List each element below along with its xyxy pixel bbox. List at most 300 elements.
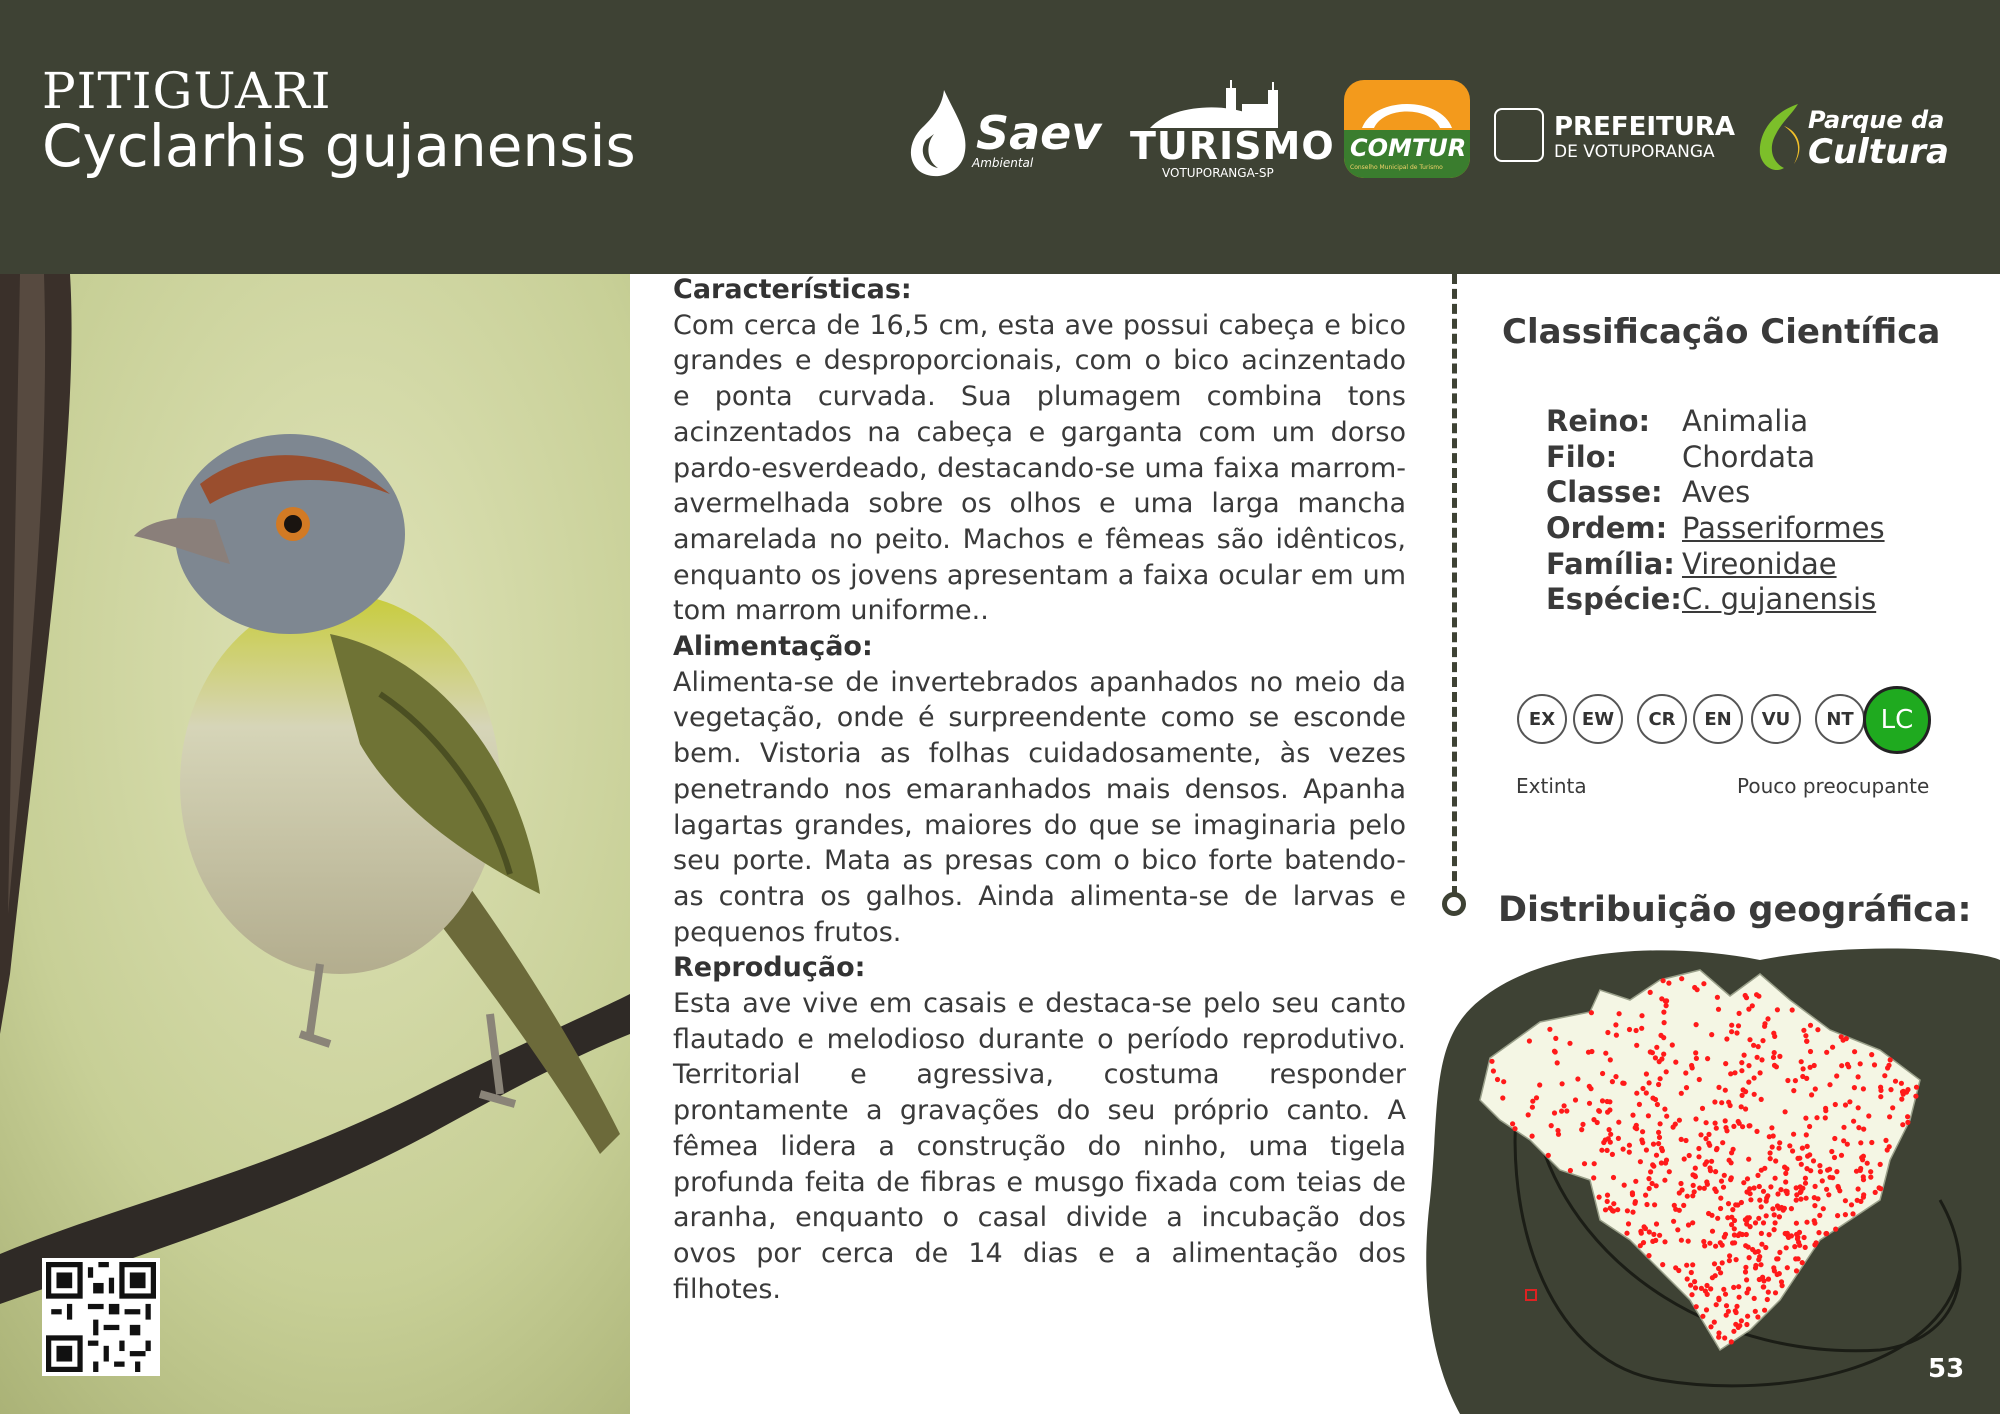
occurrence-dot — [1759, 1057, 1764, 1062]
classification-title: Classificação Científica — [1502, 312, 1941, 352]
occurrence-dot — [1712, 1261, 1717, 1266]
occurrence-dot — [1801, 1028, 1806, 1033]
occurrence-dot — [1610, 1208, 1615, 1213]
status-lc-active: LC — [1863, 686, 1931, 754]
occurrence-dot — [1793, 1078, 1798, 1083]
occurrence-dot — [1756, 1216, 1761, 1221]
occurrence-dot — [1805, 1144, 1810, 1149]
occurrence-dot — [1742, 1053, 1747, 1058]
occurrence-dot — [1815, 1027, 1820, 1032]
occurrence-dot — [1783, 1171, 1788, 1176]
turismo-sub: VOTUPORANGA-SP — [1162, 166, 1274, 180]
occurrence-dot — [1689, 1270, 1694, 1275]
occurrence-dot — [1729, 1222, 1734, 1227]
reproduction-heading: Reprodução: — [673, 952, 866, 984]
occurrence-dot — [1797, 1243, 1802, 1248]
occurrence-dot — [1685, 1194, 1690, 1199]
occurrence-dot — [1861, 1086, 1866, 1091]
occurrence-dot — [1684, 1085, 1689, 1090]
occurrence-dot — [1783, 1231, 1788, 1236]
occurrence-dot — [1757, 1198, 1762, 1203]
occurrence-dot — [1617, 1011, 1622, 1016]
saev-sub: Ambiental — [972, 156, 1034, 170]
occurrence-dot — [1692, 1279, 1697, 1284]
occurrence-dot — [1827, 1082, 1832, 1087]
occurrence-dot — [1733, 1322, 1738, 1327]
occurrence-dot — [1630, 1113, 1635, 1118]
occurrence-dot — [1625, 1208, 1630, 1213]
occurrence-dot — [1690, 1220, 1695, 1225]
occurrence-dot — [1709, 1159, 1714, 1164]
water-drop-icon — [904, 86, 974, 182]
occurrence-dot — [1764, 1195, 1769, 1200]
occurrence-dot — [1666, 981, 1671, 986]
occurrence-dot — [1824, 1187, 1829, 1192]
occurrence-dot — [1830, 1045, 1835, 1050]
occurrence-dot — [1868, 1169, 1873, 1174]
occurrence-dot — [1887, 1114, 1892, 1119]
occurrence-dot — [1552, 1110, 1557, 1115]
occurrence-dot — [1705, 1056, 1710, 1061]
occurrence-dot — [1759, 1231, 1764, 1236]
occurrence-dot — [1751, 1043, 1756, 1048]
occurrence-dot — [1596, 1108, 1601, 1113]
occurrence-dot — [1847, 1099, 1852, 1104]
occurrence-dot — [1720, 1260, 1725, 1265]
occurrence-dot — [1850, 1211, 1855, 1216]
occurrence-dot — [1829, 1149, 1834, 1154]
occurrence-dot — [1752, 1075, 1757, 1080]
family-link[interactable]: Vireonidae — [1682, 546, 1837, 581]
occurrence-dot — [1785, 1265, 1790, 1270]
characteristics-text: Com cerca de 16,5 cm, esta ave possui cabeça e bico grandes e desproporcionais, com o bico acinzentado e ponta curvada. Sua plumagem combina tons acinzentados na cabeça e garganta com um dorso pardo-esverdeado, destacando-se uma faixa marrom-avermelhada sobre os olhos e uma larga mancha amarelada no peito. Machos e fêmeas são idênticos, enquanto os jovens apresentam a faixa ocular em um tom marrom uniforme.. — [673, 309, 1406, 627]
occurrence-dot — [1770, 1206, 1775, 1211]
occurrence-dot — [1611, 1201, 1616, 1206]
occurrence-dot — [1658, 1076, 1663, 1081]
feeding-heading: Alimentação: — [673, 631, 873, 663]
occurrence-dot — [1770, 1144, 1775, 1149]
occurrence-dot — [1650, 1181, 1655, 1186]
occurrence-dot — [1718, 1206, 1723, 1211]
occurrence-dot — [1627, 1150, 1632, 1155]
occurrence-dot — [1648, 1169, 1653, 1174]
occurrence-dot — [1689, 1292, 1694, 1297]
occurrence-dot — [1675, 1227, 1680, 1232]
occurrence-dot — [1851, 1119, 1856, 1124]
classification-key: Reino: — [1546, 404, 1651, 438]
occurrence-dot — [1784, 1166, 1789, 1171]
occurrence-dot — [1622, 1183, 1627, 1188]
occurrence-dot — [1869, 1140, 1874, 1145]
occurrence-dot — [1693, 1116, 1698, 1121]
occurrence-dot — [1679, 976, 1684, 981]
occurrence-dot — [1661, 1010, 1666, 1015]
occurrence-dot — [1739, 1318, 1744, 1323]
occurrence-dot — [1771, 1055, 1776, 1060]
occurrence-dot — [1627, 1027, 1632, 1032]
occurrence-dot — [1694, 1056, 1699, 1061]
status-label-left: Extinta — [1516, 774, 1587, 798]
order-link[interactable]: Passeriformes — [1682, 511, 1885, 546]
occurrence-dot — [1634, 1091, 1639, 1096]
occurrence-dot — [1714, 1126, 1719, 1131]
classification-value: Animalia — [1682, 404, 1809, 438]
occurrence-dot — [1743, 1269, 1748, 1274]
occurrence-dot — [1756, 1044, 1761, 1049]
occurrence-dot — [1678, 1181, 1683, 1186]
occurrence-dot — [1752, 1296, 1757, 1301]
occurrence-dot — [1753, 1263, 1758, 1268]
occurrence-dot — [1779, 1205, 1784, 1210]
occurrence-dot — [1804, 1132, 1809, 1137]
occurrence-dot — [1760, 1038, 1765, 1043]
occurrence-dot — [1591, 1175, 1596, 1180]
occurrence-dot — [1687, 1153, 1692, 1158]
occurrence-dot — [1587, 1084, 1592, 1089]
occurrence-dot — [1737, 1011, 1742, 1016]
occurrence-dot — [1592, 1161, 1597, 1166]
occurrence-dot — [1608, 1132, 1613, 1137]
occurrence-dot — [1757, 1277, 1762, 1282]
occurrence-dot — [1605, 1193, 1610, 1198]
occurrence-dot — [1779, 1279, 1784, 1284]
occurrence-dot — [1560, 1081, 1565, 1086]
occurrence-dot — [1644, 1071, 1649, 1076]
occurrence-dot — [1660, 1148, 1665, 1153]
occurrence-dot — [1743, 993, 1748, 998]
occurrence-dot — [1495, 1077, 1500, 1082]
occurrence-dot — [1746, 1245, 1751, 1250]
occurrence-dot — [1722, 1335, 1727, 1340]
saev-logo — [904, 86, 1104, 176]
occurrence-dot — [1605, 1199, 1610, 1204]
occurrence-dot — [1724, 1313, 1729, 1318]
occurrence-dot — [1752, 1092, 1757, 1097]
occurrence-dot — [1552, 1049, 1557, 1054]
occurrence-dot — [1865, 1161, 1870, 1166]
occurrence-dot — [1729, 1175, 1734, 1180]
classification-value: Aves — [1682, 475, 1751, 510]
occurrence-dot — [1803, 1033, 1808, 1038]
occurrence-dot — [1843, 1212, 1848, 1217]
occurrence-dot — [1804, 1166, 1809, 1171]
occurrence-dot — [1710, 1229, 1715, 1234]
occurrence-dot — [1774, 1064, 1779, 1069]
occurrence-dot — [1648, 1049, 1653, 1054]
occurrence-dot — [1632, 1201, 1637, 1206]
status-vu: VU — [1751, 694, 1801, 744]
occurrence-dot — [1882, 1073, 1887, 1078]
occurrence-dot — [1737, 1295, 1742, 1300]
occurrence-dot — [1856, 1125, 1861, 1130]
page-number: 53 — [1928, 1354, 1965, 1384]
occurrence-dot — [1812, 1218, 1817, 1223]
occurrence-dot — [1821, 1206, 1826, 1211]
occurrence-dot — [1595, 1120, 1600, 1125]
occurrence-dot — [1739, 1104, 1744, 1109]
occurrence-dot — [1667, 1169, 1672, 1174]
prefeitura-name: PREFEITURA — [1554, 112, 1736, 142]
occurrence-dot — [1704, 1120, 1709, 1125]
occurrence-dot — [1799, 1059, 1804, 1064]
occurrence-dot — [1707, 1241, 1712, 1246]
occurrence-dot — [1527, 1038, 1532, 1043]
occurrence-dot — [1704, 1307, 1709, 1312]
occurrence-dot — [1885, 1065, 1890, 1070]
occurrence-dot — [1537, 1082, 1542, 1087]
occurrence-dot — [1783, 1109, 1788, 1114]
occurrence-dot — [1553, 1036, 1558, 1041]
occurrence-dot — [1834, 1073, 1839, 1078]
occurrence-dot — [1778, 1187, 1783, 1192]
occurrence-dot — [1698, 1132, 1703, 1137]
occurrence-dot — [1858, 1140, 1863, 1145]
section-divider — [1452, 274, 1457, 896]
occurrence-dot — [1762, 1021, 1767, 1026]
occurrence-dot — [1694, 1022, 1699, 1027]
turismo-name: TURISMO — [1130, 124, 1335, 168]
occurrence-dot — [1701, 981, 1706, 986]
occurrence-dot — [1852, 1085, 1857, 1090]
occurrence-dot — [1664, 1069, 1669, 1074]
occurrence-dot — [1743, 1106, 1748, 1111]
prefeitura-logo — [1494, 108, 1734, 164]
occurrence-dot — [1746, 1063, 1751, 1068]
occurrence-dot — [1767, 1232, 1772, 1237]
occurrence-dot — [1555, 1060, 1560, 1065]
occurrence-dot — [1659, 996, 1664, 1001]
occurrence-dot — [1759, 1204, 1764, 1209]
reproduction-text: Esta ave vive em casais e destaca-se pelo seu canto flautado e melodioso durante o período reprodutivo. Territorial e agressiva, costuma responder prontamente a gravações do seu próprio canto. A fêmea lidera a construção do ninho, uma tigela profunda feita de fibras e musgo fixada com teias de aranha, enquanto o casal divide a incubação dos ovos por cerca de 14 dias e a alimentação dos filhotes. — [673, 988, 1406, 1305]
occurrence-dot — [1660, 1262, 1665, 1267]
occurrence-dot — [1677, 1208, 1682, 1213]
occurrence-dot — [1761, 1220, 1766, 1225]
occurrence-dot — [1803, 1245, 1808, 1250]
occurrence-dot — [1679, 1137, 1684, 1142]
occurrence-dot — [1699, 1286, 1704, 1291]
occurrence-dot — [1607, 1127, 1612, 1132]
occurrence-dot — [1762, 1308, 1767, 1313]
occurrence-dot — [1803, 1181, 1808, 1186]
occurrence-dot — [1741, 1087, 1746, 1092]
occurrence-dot — [1720, 1140, 1725, 1145]
classification-row — [1546, 440, 1885, 476]
occurrence-dot — [1839, 1153, 1844, 1158]
occurrence-dot — [1688, 1283, 1693, 1288]
occurrence-dot — [1812, 1063, 1817, 1068]
occurrence-dot — [1745, 1314, 1750, 1319]
occurrence-dot — [1677, 1118, 1682, 1123]
occurrence-dot — [1562, 1103, 1567, 1108]
occurrence-dot — [1651, 1142, 1656, 1147]
occurrence-dot — [1771, 1133, 1776, 1138]
occurrence-dot — [1758, 1070, 1763, 1075]
occurrence-dot — [1739, 1068, 1744, 1073]
occurrence-dot — [1775, 1007, 1780, 1012]
occurrence-dot — [1723, 1061, 1728, 1066]
occurrence-dot — [1794, 1185, 1799, 1190]
occurrence-dot — [1727, 1253, 1732, 1258]
occurrence-dot — [1746, 1157, 1751, 1162]
occurrence-dot — [1803, 1176, 1808, 1181]
occurrence-dot — [1773, 1158, 1778, 1163]
occurrence-dot — [1833, 1227, 1838, 1232]
occurrence-dot — [1564, 1108, 1569, 1113]
occurrence-dot — [1682, 1156, 1687, 1161]
species-link[interactable]: C. gujanensis — [1682, 582, 1877, 617]
occurrence-dot — [1700, 1314, 1705, 1319]
occurrence-dot — [1721, 1185, 1726, 1190]
occurrence-dot — [1728, 1103, 1733, 1108]
occurrence-dot — [1812, 1242, 1817, 1247]
status-nt: NT — [1815, 694, 1865, 744]
occurrence-dot — [1733, 1202, 1738, 1207]
occurrence-dot — [1808, 1049, 1813, 1054]
occurrence-dot — [1772, 1212, 1777, 1217]
occurrence-dot — [1640, 1086, 1645, 1091]
occurrence-dot — [1813, 1086, 1818, 1091]
occurrence-dot — [1861, 1174, 1866, 1179]
occurrence-dot — [1899, 1097, 1904, 1102]
qr-code-icon[interactable] — [42, 1258, 160, 1376]
city-seal-icon — [1494, 108, 1544, 162]
occurrence-dot — [1727, 1258, 1732, 1263]
occurrence-dot — [1812, 1195, 1817, 1200]
occurrence-dot — [1753, 1220, 1758, 1225]
occurrence-dot — [1679, 1238, 1684, 1243]
occurrence-dot — [1885, 1147, 1890, 1152]
occurrence-dot — [1654, 1221, 1659, 1226]
occurrence-dot — [1740, 1124, 1745, 1129]
occurrence-dot — [1726, 1201, 1731, 1206]
occurrence-dot — [1582, 1161, 1587, 1166]
occurrence-dot — [1716, 1297, 1721, 1302]
occurrence-dot — [1861, 1195, 1866, 1200]
occurrence-dot — [1613, 1022, 1618, 1027]
occurrence-dot — [1813, 1184, 1818, 1189]
occurrence-dot — [1732, 1070, 1737, 1075]
occurrence-dot — [1761, 1278, 1766, 1283]
occurrence-dot — [1713, 1273, 1718, 1278]
occurrence-dot — [1734, 1030, 1739, 1035]
occurrence-dot — [1754, 992, 1759, 997]
occurrence-dot — [1647, 1229, 1652, 1234]
occurrence-dot — [1640, 1129, 1645, 1134]
status-label-right: Pouco preocupante — [1737, 774, 1930, 798]
occurrence-dot — [1791, 1132, 1796, 1137]
occurrence-dot — [1753, 1309, 1758, 1314]
occurrence-dot — [1658, 1033, 1663, 1038]
occurrence-dot — [1662, 1239, 1667, 1244]
occurrence-dot — [1718, 1240, 1723, 1245]
occurrence-dot — [1741, 1180, 1746, 1185]
occurrence-dot — [1890, 1105, 1895, 1110]
occurrence-dot — [1799, 1162, 1804, 1167]
occurrence-dot — [1905, 1120, 1910, 1125]
occurrence-dot — [1729, 1029, 1734, 1034]
feeding-text: Alimenta-se de invertebrados apanhados no meio da vegetação, onde é surpreendente como se esconde bem. Vistoria as folhas cuidadosamente, às vezes penetrando nos emaranhados mais densos. Apanha lagartas grandes, maiores do que se imaginaria pelo seu porte. Mata as presas com o bico forte batendo-as contra os galhos. Ainda alimenta-se de larvas e pequenos frutos. — [673, 666, 1406, 948]
occurrence-dot — [1690, 1193, 1695, 1198]
characteristics-heading: Características: — [673, 274, 912, 305]
occurrence-dot — [1610, 1152, 1615, 1157]
occurrence-dot — [1719, 1100, 1724, 1105]
occurrence-dot — [1684, 1263, 1689, 1268]
occurrence-dot — [1807, 1152, 1812, 1157]
occurrence-dot — [1547, 1027, 1552, 1032]
parque-line1: Parque da — [1808, 106, 1945, 134]
occurrence-dot — [1694, 1304, 1699, 1309]
occurrence-dot — [1855, 1198, 1860, 1203]
occurrence-dot — [1766, 1277, 1771, 1282]
occurrence-dot — [1796, 1256, 1801, 1261]
occurrence-dot — [1647, 1080, 1652, 1085]
occurrence-dot — [1692, 1173, 1697, 1178]
occurrence-dot — [1664, 1158, 1669, 1163]
occurrence-dot — [1878, 1162, 1883, 1167]
occurrence-dot — [1643, 1193, 1648, 1198]
occurrence-dot — [1761, 1189, 1766, 1194]
occurrence-dot — [1644, 1202, 1649, 1207]
occurrence-dot — [1500, 1095, 1505, 1100]
occurrence-dot — [1727, 1158, 1732, 1163]
occurrence-dot — [1709, 1032, 1714, 1037]
occurrence-dot — [1662, 1020, 1667, 1025]
occurrence-dot — [1754, 1129, 1759, 1134]
occurrence-dot — [1743, 1265, 1748, 1270]
classification-row — [1546, 511, 1885, 547]
occurrence-dot — [1856, 1105, 1861, 1110]
classification-row — [1546, 475, 1885, 511]
occurrence-dot — [1807, 1124, 1812, 1129]
occurrence-dot — [1637, 1102, 1642, 1107]
occurrence-dot — [1573, 1097, 1578, 1102]
occurrence-dot — [1549, 1123, 1554, 1128]
occurrence-dot — [1744, 1221, 1749, 1226]
occurrence-dot — [1800, 1260, 1805, 1265]
occurrence-dot — [1835, 1184, 1840, 1189]
occurrence-dot — [1758, 1262, 1763, 1267]
occurrence-dot — [1642, 1224, 1647, 1229]
occurrence-dot — [1728, 1071, 1733, 1076]
occurrence-dot — [1725, 1215, 1730, 1220]
comtur-logo — [1344, 80, 1470, 178]
occurrence-dot — [1746, 1287, 1751, 1292]
occurrence-dot — [1734, 1304, 1739, 1309]
occurrence-dot — [1740, 1093, 1745, 1098]
occurrence-dot — [1808, 1023, 1813, 1028]
occurrence-dot — [1905, 1114, 1910, 1119]
occurrence-dot — [1546, 1153, 1551, 1158]
occurrence-dot — [1616, 1120, 1621, 1125]
occurrence-dot — [1858, 1061, 1863, 1066]
occurrence-dot — [1722, 1173, 1727, 1178]
occurrence-dot — [1586, 1050, 1591, 1055]
occurrence-dot — [1634, 1043, 1639, 1048]
occurrence-dot — [1744, 1322, 1749, 1327]
occurrence-dot — [1756, 1257, 1761, 1262]
occurrence-dot — [1791, 1088, 1796, 1093]
occurrence-dot — [1662, 1178, 1667, 1183]
occurrence-dot — [1729, 1023, 1734, 1028]
occurrence-dot — [1794, 1268, 1799, 1273]
occurrence-dot — [1893, 1079, 1898, 1084]
occurrence-dot — [1644, 1147, 1649, 1152]
occurrence-dot — [1693, 1166, 1698, 1171]
occurrence-dot — [1559, 1109, 1564, 1114]
occurrence-dot — [1759, 1097, 1764, 1102]
occurrence-dot — [1843, 1198, 1848, 1203]
occurrence-dot — [1790, 1007, 1795, 1012]
